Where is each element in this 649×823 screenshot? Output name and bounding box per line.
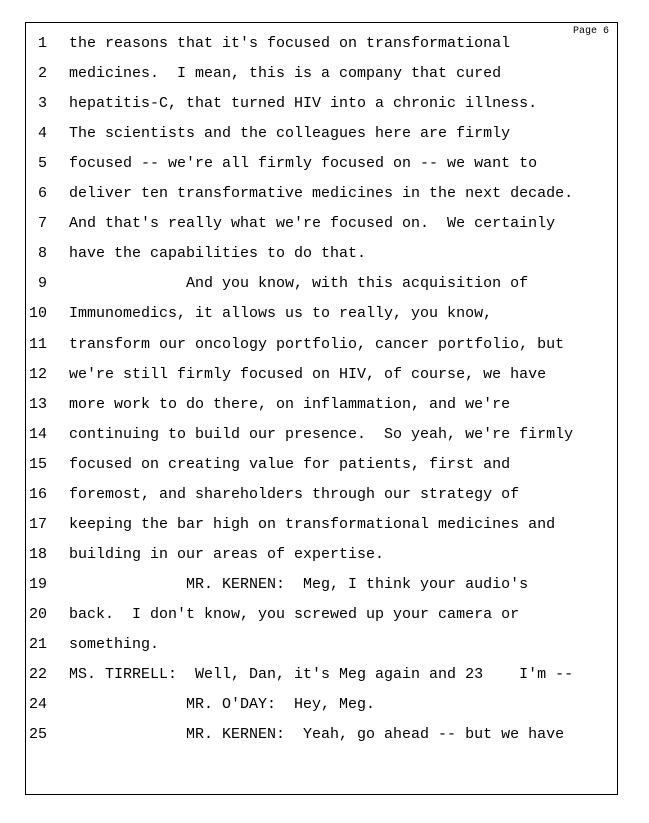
line-text: the reasons that it's focused on transformational	[69, 35, 511, 52]
transcript-line	[25, 666, 618, 696]
line-number: 18	[28, 545, 47, 563]
line-text: foremost, and shareholders through our strategy of	[69, 485, 520, 503]
line-text: And that's really what we're focused on. We certainly	[69, 215, 556, 233]
line-number: 17	[28, 515, 47, 533]
line-number: 13	[28, 395, 47, 413]
transcript-line	[25, 606, 618, 636]
line-number: 8	[37, 245, 47, 263]
transcript-line	[25, 305, 618, 335]
line-text: have the capabilities to do that.	[69, 245, 367, 263]
line-number: 20	[28, 605, 47, 623]
transcript-line	[25, 456, 618, 486]
transcript-line	[25, 726, 618, 756]
line-number: 24	[28, 696, 47, 714]
transcript-line	[25, 245, 618, 275]
line-number: 21	[28, 636, 47, 653]
line-number: 7	[37, 215, 47, 233]
transcript-line	[25, 95, 618, 125]
transcript-line	[25, 696, 618, 726]
line-number: 15	[28, 455, 47, 473]
transcript-line	[25, 35, 618, 65]
line-number: 22	[28, 666, 47, 684]
line-text: MR. KERNEN: Meg, I think your audio's	[69, 575, 529, 593]
line-text: medicines. I mean, this is a company that cured	[69, 65, 502, 83]
transcript-line	[25, 396, 618, 426]
line-text: MR. KERNEN: Yeah, go ahead -- but we have	[69, 726, 565, 744]
line-number: 16	[28, 485, 47, 503]
line-text: Immunomedics, it allows us to really, you know,	[69, 305, 493, 323]
line-number: 19	[28, 575, 47, 593]
transcript-line	[25, 426, 618, 456]
line-text: transform our oncology portfolio, cancer portfolio, but	[69, 335, 565, 353]
transcript-line	[25, 636, 618, 666]
transcript-line	[25, 65, 618, 95]
line-number: 1	[37, 35, 47, 52]
page-number: Page 6	[572, 26, 609, 37]
transcript-line	[25, 486, 618, 516]
line-text: MR. O'DAY: Hey, Meg.	[69, 696, 376, 714]
line-number: 3	[37, 95, 47, 113]
transcript-line	[25, 275, 618, 305]
line-number: 4	[37, 125, 47, 143]
line-text: focused on creating value for patients, first and	[69, 455, 511, 473]
transcript-line	[25, 546, 618, 576]
line-text: hepatitis-C, that turned HIV into a chronic illness.	[69, 95, 538, 113]
line-text: more work to do there, on inflammation, and we're	[69, 395, 511, 413]
line-text: focused -- we're all firmly focused on -- we want to	[69, 155, 538, 173]
line-text: building in our areas of expertise.	[69, 545, 385, 563]
line-number: 5	[37, 155, 47, 173]
line-text: And you know, with this acquisition of	[69, 275, 529, 293]
line-number: 6	[37, 185, 47, 203]
line-number: 11	[28, 335, 47, 353]
line-text: continuing to build our presence. So yeah, we're firmly	[69, 425, 574, 443]
transcript-line	[25, 336, 618, 366]
transcript-line	[25, 125, 618, 155]
line-text: we're still firmly focused on HIV, of course, we have	[69, 365, 547, 383]
line-number: 14	[28, 425, 47, 443]
line-number: 9	[37, 275, 47, 293]
transcript-line	[25, 516, 618, 546]
line-text: back. I don't know, you screwed up your camera or	[69, 605, 520, 623]
transcript-line	[25, 155, 618, 185]
line-number: 2	[37, 65, 47, 83]
line-number: 10	[28, 305, 47, 323]
line-number: 25	[28, 726, 47, 744]
transcript-line	[25, 366, 618, 396]
line-number: 12	[28, 365, 47, 383]
line-text: keeping the bar high on transformational medicines and	[69, 515, 556, 533]
line-text: something.	[69, 636, 160, 653]
line-text: MS. TIRRELL: Well, Dan, it's Meg again and 23 I'm --	[69, 666, 574, 684]
line-text: The scientists and the colleagues here are firmly	[69, 125, 511, 143]
transcript-line	[25, 576, 618, 606]
transcript-line	[25, 185, 618, 215]
line-text: deliver ten transformative medicines in the next decade.	[69, 185, 574, 203]
transcript-line	[25, 215, 618, 245]
